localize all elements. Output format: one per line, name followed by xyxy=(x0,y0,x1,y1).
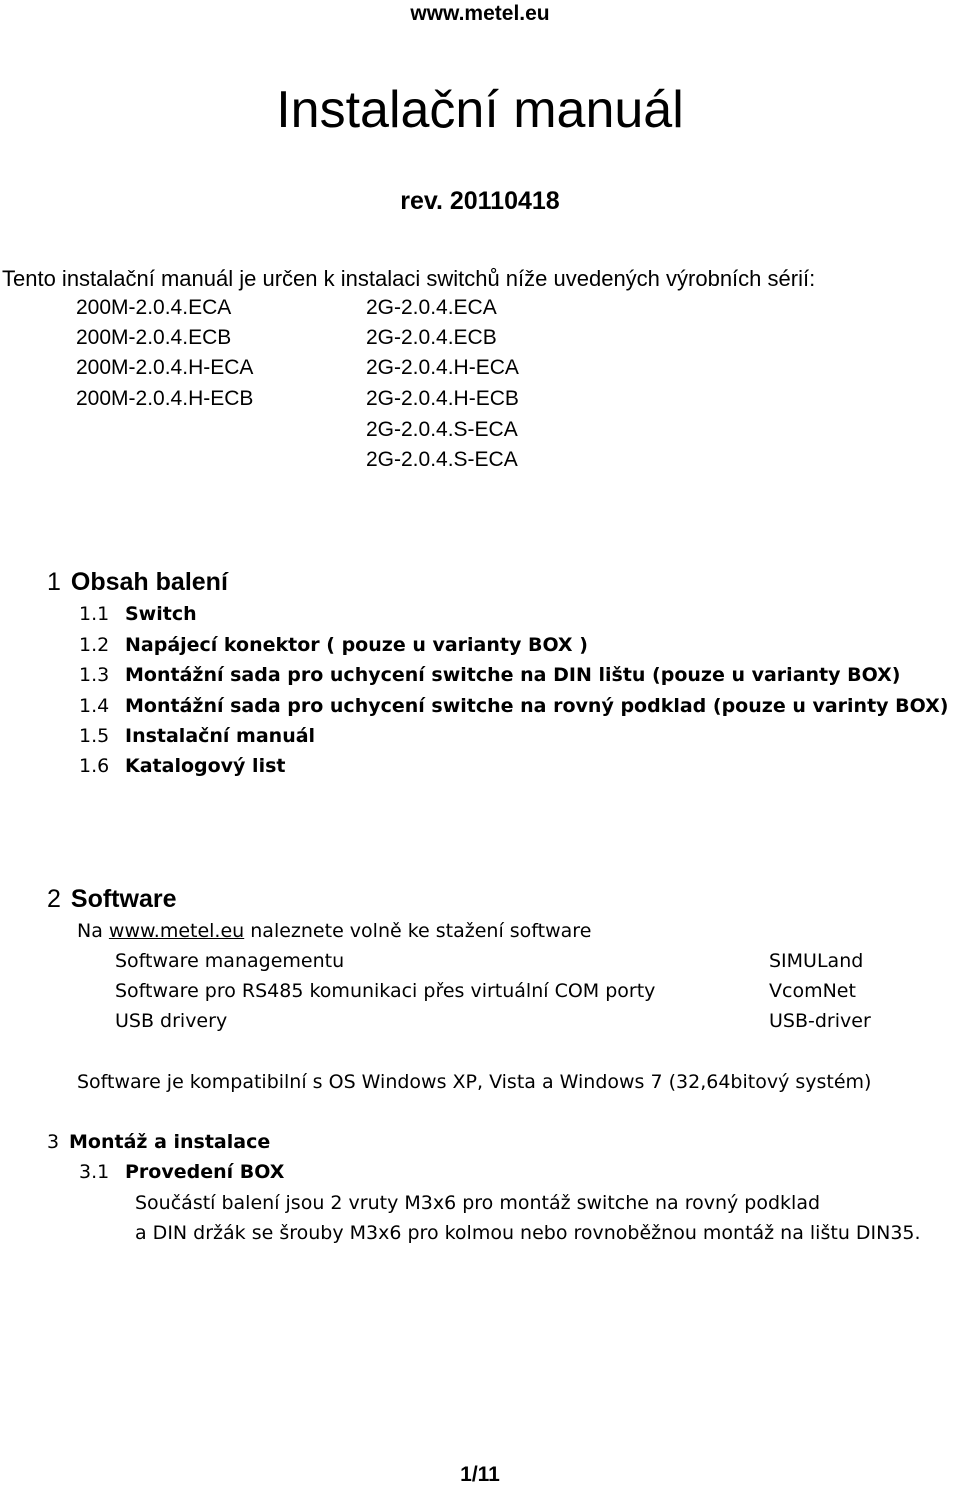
series-item: 200M-2.0.4.H-ECB xyxy=(76,387,254,410)
page-number: 1/11 xyxy=(460,1463,500,1486)
software-row-label: Software managementu xyxy=(115,950,345,972)
section-3-heading xyxy=(47,1131,270,1153)
series-item: 200M-2.0.4.H-ECA xyxy=(76,356,254,379)
header-site-url: www.metel.eu xyxy=(410,2,550,25)
list-item xyxy=(79,695,948,717)
software-row-label: Software pro RS485 komunikaci přes virtuální COM porty xyxy=(115,980,656,1002)
list-item xyxy=(79,664,900,686)
item-number: 1.4 xyxy=(79,695,110,717)
section-2-heading xyxy=(47,885,177,914)
series-item: 2G-2.0.4.H-ECB xyxy=(366,387,519,410)
item-text: Napájecí konektor ( pouze u varianty BOX ) xyxy=(125,634,588,656)
software-row-value: USB-driver xyxy=(769,1010,871,1032)
series-item: 200M-2.0.4.ECA xyxy=(76,296,232,319)
item-text: Provedení BOX xyxy=(125,1161,285,1183)
item-number: 1.3 xyxy=(79,664,110,686)
section-title: Software xyxy=(70,885,177,913)
list-item xyxy=(79,603,197,625)
compatibility-note: Software je kompatibilní s OS Windows XP, Vista a Windows 7 (32,64bitový systém) xyxy=(77,1071,872,1093)
box-paragraph-line: Součástí balení jsou 2 vruty M3x6 pro montáž switche na rovný podklad xyxy=(135,1192,821,1214)
software-row-value: SIMULand xyxy=(769,950,864,972)
section-number: 2 xyxy=(47,885,61,913)
series-item: 2G-2.0.4.ECA xyxy=(366,296,497,319)
section-number: 3 xyxy=(47,1131,60,1153)
section-number: 1 xyxy=(47,568,61,596)
list-item xyxy=(79,725,315,747)
list-item xyxy=(79,634,588,656)
item-number: 3.1 xyxy=(79,1161,110,1183)
revision-label: rev. 20110418 xyxy=(400,187,560,215)
item-number: 1.6 xyxy=(79,755,110,777)
series-item: 2G-2.0.4.ECB xyxy=(366,326,497,349)
list-item xyxy=(79,755,285,777)
page-title: Instalační manuál xyxy=(276,81,684,139)
item-number: 1.1 xyxy=(79,603,110,625)
item-text: Montážní sada pro uchycení switche na DIN lištu (pouze u varianty BOX) xyxy=(125,664,901,686)
software-row-label: USB drivery xyxy=(115,1010,228,1032)
item-text: Katalogový list xyxy=(125,755,286,777)
section-1-heading xyxy=(47,568,228,597)
series-item: 2G-2.0.4.H-ECA xyxy=(366,356,519,379)
subsection-heading xyxy=(79,1161,284,1183)
series-item: 2G-2.0.4.S-ECA xyxy=(366,418,518,441)
intro-paragraph: Tento instalační manuál je určen k instalaci switchů níže uvedených výrobních sérií: xyxy=(2,266,816,291)
line-suffix: naleznete volně ke stažení software xyxy=(244,920,592,942)
metel-link[interactable]: www.metel.eu xyxy=(108,920,245,942)
item-text: Instalační manuál xyxy=(125,725,316,747)
box-paragraph-line: a DIN držák se šrouby M3x6 pro kolmou nebo rovnoběžnou montáž na lištu DIN35. xyxy=(135,1222,921,1244)
section-title: Montáž a instalace xyxy=(69,1131,271,1153)
series-item: 200M-2.0.4.ECB xyxy=(76,326,232,349)
series-item: 2G-2.0.4.S-ECA xyxy=(366,448,518,471)
software-download-line xyxy=(77,920,591,942)
line-prefix: Na xyxy=(77,920,109,942)
item-number: 1.2 xyxy=(79,634,110,656)
software-row-value: VcomNet xyxy=(769,980,856,1002)
item-text: Switch xyxy=(125,603,197,625)
item-number: 1.5 xyxy=(79,725,110,747)
item-text: Montážní sada pro uchycení switche na rovný podklad (pouze u varinty BOX) xyxy=(125,695,949,717)
section-title: Obsah balení xyxy=(70,568,228,596)
